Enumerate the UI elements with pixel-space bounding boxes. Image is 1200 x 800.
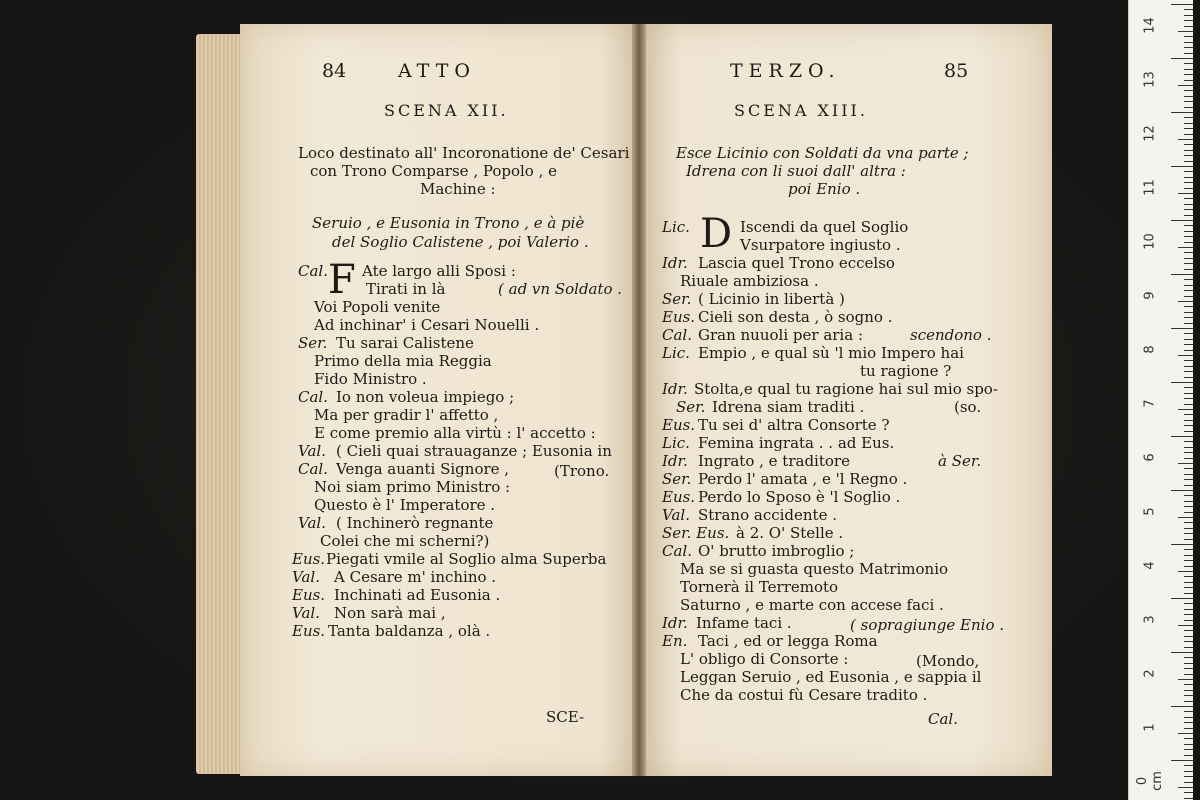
ruler-tick [1184,485,1193,486]
ruler-tick [1171,220,1193,221]
ruler-number: 4 [1142,561,1158,570]
ruler-tick [1184,252,1193,253]
ruler-tick [1184,549,1193,550]
verse-line: Idrena siam traditi . [712,398,865,416]
ruler-tick [1184,269,1193,270]
ruler-tick [1184,371,1193,372]
ruler-tick [1184,749,1193,750]
ruler-tick [1178,301,1193,302]
ruler-number: 0 cm [1135,771,1165,791]
verse-line: ( Cieli quai strauaganze ; Eusonia in [336,442,612,460]
verse-line: E come premio alla virtù : l' accetto : [314,424,596,442]
ruler-tick [1184,728,1193,729]
speaker: Val. [298,442,326,460]
ruler-tick [1184,630,1193,631]
ruler-tick [1184,209,1193,210]
ruler-tick [1184,609,1193,610]
ruler-tick [1184,603,1193,604]
ruler-tick [1184,431,1193,432]
speaker: Val. [662,506,690,524]
right-running-head: TERZO. [730,60,841,82]
ruler-tick [1184,258,1193,259]
verse-line: Riuale ambiziosa . [680,272,819,290]
ruler-tick [1184,285,1193,286]
ruler-tick [1184,798,1193,799]
ruler-tick [1184,47,1193,48]
verse-line: Ingrato , e traditore [698,452,850,470]
left-characters-line: Seruio , e Eusonia in Trono , e à piè [312,214,585,232]
ruler-tick [1184,225,1193,226]
stage-direction: (so. [954,398,982,416]
speaker: En. [662,632,688,650]
right-scene-title: SCENA XIII. [734,101,868,120]
speaker: Ser. [676,398,706,416]
verse-line: Non sarà mai , [334,604,446,622]
verse-line: Perdo l' amata , e 'l Regno . [698,470,908,488]
ruler-tick [1171,436,1193,437]
speaker: Cal. [662,326,692,344]
ruler-tick [1184,128,1193,129]
ruler-tick [1178,625,1193,626]
verse-line: Lascia quel Trono eccelso [698,254,895,272]
verse-line: Piegati vmile al Soglio alma Superba [326,550,607,568]
ruler-tick [1184,539,1193,540]
verse-line: Tu sei d' altra Consorte ? [698,416,890,434]
ruler-tick [1184,647,1193,648]
ruler-tick [1184,333,1193,334]
ruler-tick [1184,204,1193,205]
ruler-tick [1184,404,1193,405]
ruler-tick [1171,544,1193,545]
ruler-number: 14 [1142,17,1158,34]
left-setting-line: Loco destinato all' Incoronatione de' Cesari [298,144,630,162]
ruler-tick [1184,398,1193,399]
ruler-tick [1184,306,1193,307]
ruler-tick [1184,668,1193,669]
verse-line: ( Inchinerò regnante [336,514,494,532]
ruler-tick [1184,242,1193,243]
ruler-tick [1171,58,1193,59]
ruler-tick [1171,112,1193,113]
verse-line: Infame taci . [696,614,792,632]
speaker: Eus. [662,488,696,506]
ruler-tick [1178,733,1193,734]
stage-direction: ( ad vn Soldato . [498,280,623,298]
verse-line: Io non voleua impiego ; [336,388,515,406]
ruler-tick [1171,652,1193,653]
ruler-tick [1184,53,1193,54]
speaker: Cal. [298,388,328,406]
ruler-tick [1184,339,1193,340]
verse-line: Tirati in là [366,280,446,298]
ruler-tick [1184,393,1193,394]
ruler-tick [1184,323,1193,324]
ruler-tick [1178,787,1193,788]
verse-line: Ate largo alli Sposi : [362,262,516,280]
ruler-number: 11 [1142,179,1158,196]
ruler-tick [1184,182,1193,183]
verse-line: Saturno , e marte con accese faci . [680,596,944,614]
ruler-tick [1184,690,1193,691]
ruler-tick [1178,247,1193,248]
ruler-tick [1184,387,1193,388]
stage-direction: (Mondo, [916,652,980,670]
ruler-tick [1184,657,1193,658]
ruler-tick [1178,679,1193,680]
ruler-tick [1184,155,1193,156]
ruler-tick [1171,166,1193,167]
ruler-tick [1184,663,1193,664]
ruler-tick [1184,506,1193,507]
ruler-tick [1184,576,1193,577]
ruler-tick [1184,620,1193,621]
ruler-tick [1184,90,1193,91]
speaker: Idr. [662,380,688,398]
ruler-number: 2 [1142,669,1158,678]
speaker: Lic. [662,434,690,452]
ruler-tick [1184,495,1193,496]
ruler-tick [1171,328,1193,329]
right-drop-capital: D [700,211,733,257]
verse-line: Ma per gradir l' affetto , [314,406,499,424]
ruler-number: 1 [1142,723,1158,732]
ruler-tick [1184,701,1193,702]
stage-direction: ( sopragiunge Enio . [850,616,1005,634]
ruler-tick [1184,20,1193,21]
speaker: Eus. [292,550,326,568]
verse-line: Iscendi da quel Soglio [740,218,909,236]
speaker: Eus. [292,586,326,604]
ruler-tick [1184,474,1193,475]
verse-line: Inchinati ad Eusonia . [334,586,501,604]
ruler-tick [1184,744,1193,745]
ruler-number: 13 [1142,71,1158,88]
ruler-tick [1184,123,1193,124]
ruler-tick [1184,512,1193,513]
verse-line: Questo è l' Imperatore . [314,496,496,514]
verse-line: L' obligo di Consorte : [680,650,849,668]
ruler-tick [1184,641,1193,642]
verse-line: Leggan Seruio , ed Eusonia , e sappia il [680,668,982,686]
verse-line: Tornerà il Terremoto [680,578,839,596]
verse-line: O' brutto imbroglio ; [698,542,855,560]
ruler-tick [1184,458,1193,459]
verse-line: à 2. O' Stelle . [736,524,844,542]
ruler-tick [1184,69,1193,70]
ruler-tick [1184,296,1193,297]
ruler-tick [1184,776,1193,777]
verse-line: Vsurpatore ingiusto . [740,236,901,254]
ruler-tick [1184,674,1193,675]
stage-direction: à Ser. [938,452,982,470]
ruler-tick [1178,463,1193,464]
verse-line: ( Licinio in libertà ) [698,290,845,308]
ruler-tick [1171,490,1193,491]
ruler-tick [1178,355,1193,356]
verse-line: Venga auanti Signore , [336,460,510,478]
ruler-tick [1184,447,1193,448]
ruler-number: 5 [1142,507,1158,516]
verse-line: Noi siam primo Ministro : [314,478,511,496]
verse-line: Ma se si guasta questo Matrimonio [680,560,949,578]
verse-line: Strano accidente . [698,506,837,524]
ruler-tick [1184,441,1193,442]
speaker: Cal. [298,460,328,478]
left-drop-capital: F [328,257,356,303]
verse-line: Perdo lo Sposo è 'l Soglio . [698,488,901,506]
verse-line: Empio , e qual sù 'l mio Impero hai [698,344,964,362]
ruler-tick [1184,782,1193,783]
speaker: Eus. [292,622,326,640]
speaker: Idr. [662,452,688,470]
speaker: Idr. [662,254,688,272]
verse-line: Cieli son desta , ò sogno . [698,308,893,326]
right-page-number: 85 [944,60,969,82]
speaker: Idr. [662,614,688,632]
stage-direction: (Trono. [554,462,610,480]
ruler-tick [1184,533,1193,534]
ruler-tick [1171,706,1193,707]
left-setting-line: Machine : [420,180,496,198]
verse-line: Che da costui fù Cesare tradito . [680,686,928,704]
ruler-tick [1184,263,1193,264]
ruler-tick [1184,63,1193,64]
left-running-head: ATTO [398,60,476,82]
ruler-tick [1184,722,1193,723]
ruler-tick [1184,96,1193,97]
ruler-tick [1184,215,1193,216]
speaker: Lic. [662,344,690,362]
ruler-tick [1184,107,1193,108]
left-characters-line: del Soglio Calistene , poi Valerio . [332,233,589,251]
ruler-tick [1184,177,1193,178]
ruler-tick [1184,522,1193,523]
left-page-number: 84 [322,60,347,82]
speaker: Cal. [298,262,328,280]
ruler-tick [1184,765,1193,766]
ruler-tick [1171,382,1193,383]
ruler-tick [1184,74,1193,75]
ruler-tick [1171,274,1193,275]
ruler-number: 6 [1142,453,1158,462]
ruler-tick [1184,360,1193,361]
ruler-tick [1184,425,1193,426]
ruler-tick [1184,117,1193,118]
ruler-tick [1184,161,1193,162]
left-setting-line: con Trono Comparse , Popolo , e [310,162,558,180]
ruler-tick [1184,479,1193,480]
ruler-tick [1178,193,1193,194]
verse-line: A Cesare m' inchino . [334,568,497,586]
ruler-tick [1178,139,1193,140]
ruler-tick [1184,198,1193,199]
left-catchword: SCE- [546,708,585,726]
ruler-tick [1178,571,1193,572]
verse-line: Primo della mia Reggia [314,352,492,370]
ruler-tick [1184,36,1193,37]
right-characters-line: Idrena con li suoi dall' altra : [686,162,906,180]
right-catchword: Cal. [928,710,958,728]
ruler-tick [1184,771,1193,772]
measuring-ruler [1128,0,1193,800]
ruler-tick [1184,528,1193,529]
ruler-tick [1184,587,1193,588]
verse-line: Taci , ed or legga Roma [698,632,878,650]
ruler-tick [1184,350,1193,351]
ruler-tick [1184,582,1193,583]
ruler-tick [1184,501,1193,502]
verse-line: Femina ingrata . . ad Eus. [698,434,895,452]
ruler-tick [1184,468,1193,469]
ruler-number: 3 [1142,615,1158,624]
ruler-tick [1184,171,1193,172]
ruler-tick [1184,614,1193,615]
ruler-tick [1184,717,1193,718]
ruler-tick [1184,695,1193,696]
book-gutter [632,24,646,776]
ruler-tick [1184,414,1193,415]
ruler-tick [1184,317,1193,318]
ruler-tick [1184,755,1193,756]
right-characters-line: Esce Licinio con Soldati da vna parte ; [676,144,969,162]
ruler-tick [1184,555,1193,556]
ruler-tick [1184,9,1193,10]
speaker: Ser. [662,470,692,488]
ruler-tick [1184,290,1193,291]
ruler-tick [1184,312,1193,313]
verse-line: Ad inchinar' i Cesari Nouelli . [314,316,540,334]
ruler-tick [1184,711,1193,712]
verse-line: Tu sarai Calistene [336,334,474,352]
ruler-tick [1178,31,1193,32]
ruler-tick [1184,636,1193,637]
right-characters-line: poi Enio . [788,180,861,198]
ruler-tick [1184,26,1193,27]
ruler-number: 12 [1142,125,1158,142]
ruler-tick [1184,344,1193,345]
ruler-tick [1184,150,1193,151]
ruler-tick [1184,80,1193,81]
ruler-tick [1178,517,1193,518]
ruler-tick [1184,420,1193,421]
verse-line: tu ragione ? [860,362,952,380]
speaker: Ser. [662,290,692,308]
ruler-number: 8 [1142,345,1158,354]
ruler-tick [1184,188,1193,189]
verse-line: Colei che mi scherni?) [320,532,490,550]
ruler-tick [1184,593,1193,594]
ruler-tick [1184,684,1193,685]
left-scene-title: SCENA XII. [384,101,509,120]
speaker: Eus. [662,308,696,326]
ruler-tick [1184,738,1193,739]
ruler-tick [1184,792,1193,793]
ruler-tick [1184,101,1193,102]
speaker: Val. [292,604,320,622]
ruler-tick [1184,144,1193,145]
speaker: Val. [292,568,320,586]
verse-line: Gran nuuoli per aria : [698,326,863,344]
ruler-tick [1171,598,1193,599]
ruler-tick [1184,452,1193,453]
speaker: Lic. [662,218,690,236]
ruler-tick [1184,134,1193,135]
ruler-tick [1184,560,1193,561]
ruler-tick [1184,377,1193,378]
verse-line: Tanta baldanza , olà . [328,622,491,640]
ruler-tick [1171,760,1193,761]
ruler-tick [1178,85,1193,86]
ruler-tick [1184,42,1193,43]
verse-line: Voi Popoli venite [314,298,441,316]
ruler-tick [1184,279,1193,280]
speaker: Cal. [662,542,692,560]
speaker: Val. [298,514,326,532]
ruler-tick [1171,4,1193,5]
ruler-tick [1184,566,1193,567]
ruler-number: 7 [1142,399,1158,408]
stage-direction: scendono . [910,326,992,344]
speaker: Eus. [662,416,696,434]
speaker: Ser. Eus. [662,524,730,542]
ruler-tick [1184,15,1193,16]
speaker: Ser. [298,334,328,352]
ruler-tick [1184,236,1193,237]
verse-line: Fido Ministro . [314,370,427,388]
ruler-number: 10 [1142,233,1158,250]
ruler-tick [1178,409,1193,410]
verse-line: Stolta,e qual tu ragione hai sul mio spo- [694,380,998,398]
ruler-number: 9 [1142,291,1158,300]
ruler-tick [1184,366,1193,367]
ruler-tick [1184,231,1193,232]
